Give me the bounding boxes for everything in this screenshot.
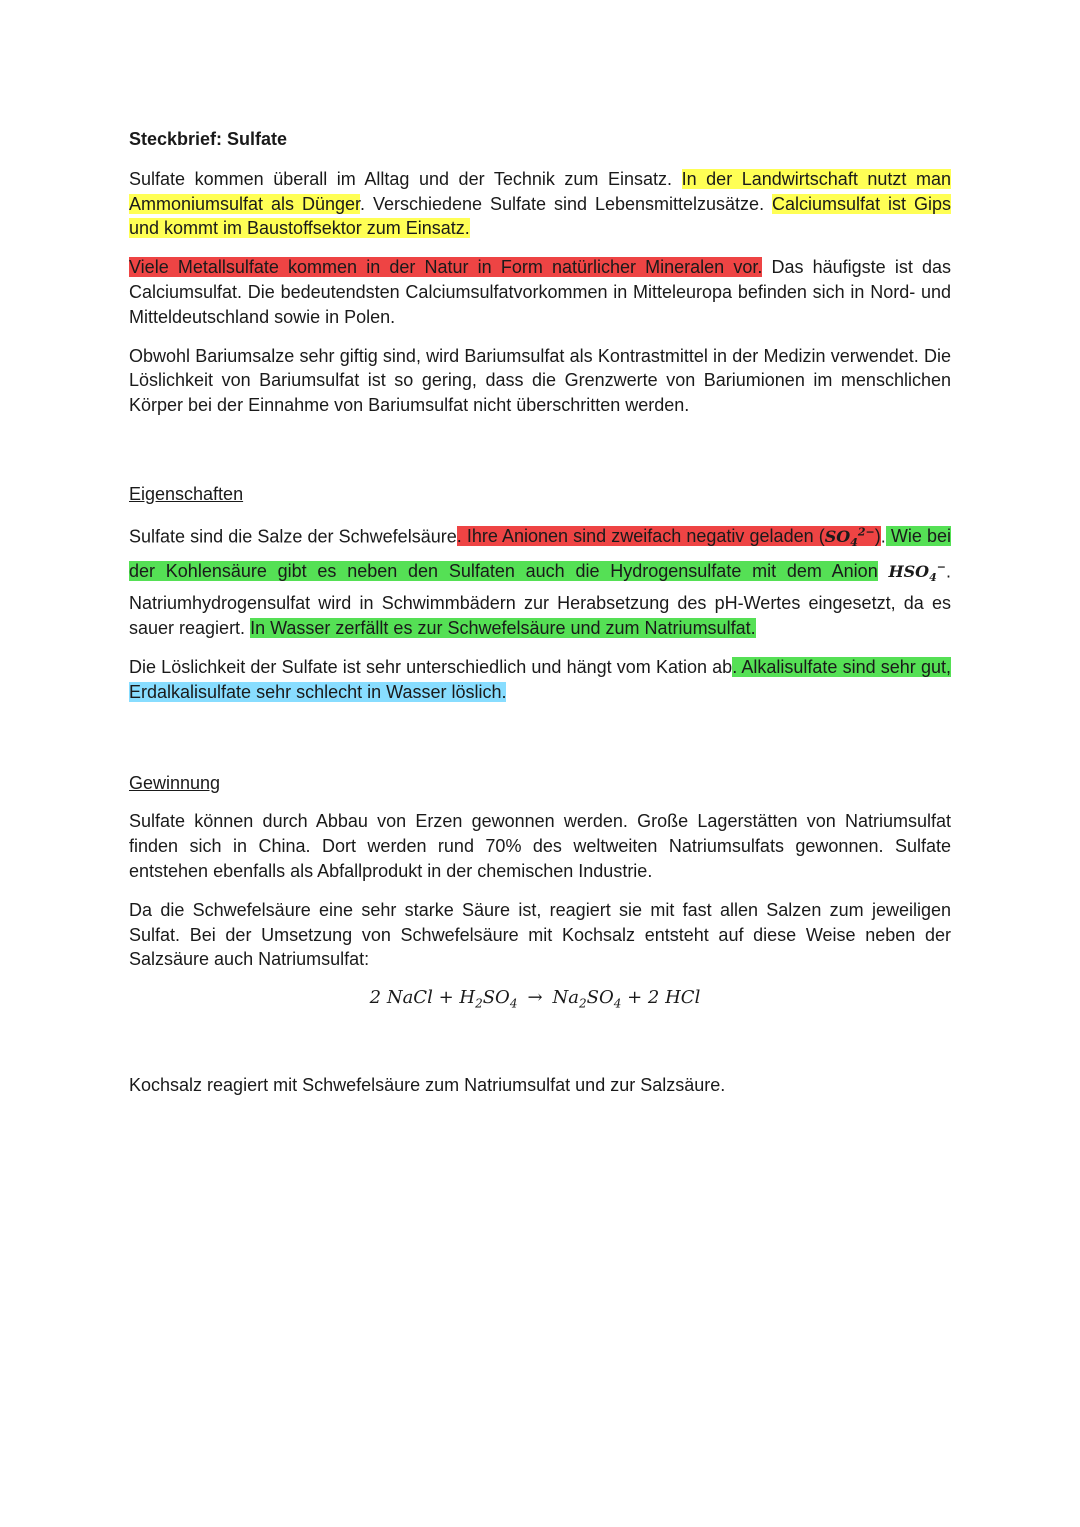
section-spacer	[129, 719, 951, 771]
document-body	[129, 127, 951, 1111]
eq-sub-4: 4	[613, 996, 622, 1011]
heading-eigenschaften: Eigenschaften	[129, 483, 244, 504]
eq-term-5: + 2 HCl	[621, 987, 701, 1009]
sulfate-ion-formula	[824, 525, 875, 550]
highlight-red-metallsulfate: Viele Metallsulfate kommen in der Natur in Form natürlicher Mineralen vor.	[129, 257, 763, 278]
eq-sub-1: 2	[475, 996, 483, 1011]
sulfate-formula-charge: 2−	[857, 525, 875, 539]
sulfate-formula-subscript: 4	[850, 536, 858, 550]
highlight-green-alkalisulfate: . Alkalisulfate sind sehr gut,	[732, 656, 951, 677]
eig-p1-text-d: .	[880, 526, 886, 547]
eig-p1-text-f: . Natriumhydrogensulfat wird in Schwimmbädern zur Herabsetzung des pH-Wertes eingesetzt, da es sauer reagiert.	[129, 561, 951, 639]
reaction-arrow-icon: →	[527, 987, 543, 1009]
intro-p1-text-c: . Verschiedene Sulfate sind Lebensmittelzusätze.	[360, 193, 773, 214]
eigenschaften-paragraph-1	[129, 521, 951, 641]
highlight-green-hydrogensulfate: Wie bei der Kohlensäure gibt es neben den Sulfaten auch die Hydrogensulfate mit dem Anion	[129, 526, 951, 582]
gewinnung-paragraph-1: Sulfate können durch Abbau von Erzen gewonnen werden. Große Lagerstätten von Natriumsulfat finden sich in China. Dort werden rund 70% des weltweiten Natriumsulfats gewonnen. Sulfate entstehen ebenfalls als Abfallprodukt in der chemischen Industrie.	[129, 811, 951, 881]
reaction-equation	[129, 986, 951, 1016]
intro-p2-text-b: Das häufigste ist das Calciumsulfat. Die bedeutendsten Calciumsulfatvorkommen in Mitteleuropa befinden sich in Nord- und Mitteldeutschland sowie in Polen.	[129, 257, 952, 327]
highlight-red-anionen	[456, 525, 881, 550]
gewinnung-paragraph-2: Da die Schwefelsäure eine sehr starke Säure ist, reagiert sie mit fast allen Salzen zum jeweiligen Sulfat. Bei der Umsetzung von Schwefelsäure mit Kochsalz entsteht auf diese Weise neben der Salzsäure auch Natriumsulfat:	[129, 899, 951, 970]
hydrogensulfate-ion-formula	[888, 561, 946, 585]
hso-formula-subscript: 4	[929, 571, 937, 585]
heading-gewinnung: Gewinnung	[129, 772, 221, 793]
eq-term-4: SO	[586, 987, 614, 1009]
sulfate-formula-base: SO	[824, 527, 851, 547]
eig-p1-text-b: . Ihre Anionen sind zweifach negativ geladen (	[456, 526, 825, 547]
hso-formula-charge: −	[936, 561, 946, 575]
intro-paragraph-2	[129, 255, 951, 329]
hso-formula-base: HSO	[888, 562, 930, 582]
page-title: Steckbrief: Sulfate	[129, 129, 288, 149]
intro-paragraph-1	[129, 167, 951, 241]
highlight-yellow-calciumsulfat: Calciumsulfat ist Gips und kommt im Baustoffsektor zum Einsatz.	[129, 193, 951, 239]
intro-paragraph-3: Obwohl Bariumsalze sehr giftig sind, wird Bariumsulfat als Kontrastmittel in der Medizin verwendet. Die Löslichkeit von Bariumsulfat ist so gering, dass die Grenzwerte von Bariumionen im menschlichen Körper bei der Einnahme von Bariumsulfat nicht überschritten werden.	[129, 345, 951, 416]
eq-sub-2: 4	[509, 996, 518, 1011]
eigenschaften-paragraph-2	[129, 655, 951, 705]
eig-p1-text-c: )	[874, 526, 881, 547]
eig-p2-text-a: Die Löslichkeit der Sulfate ist sehr unterschiedlich und hängt vom Kation ab	[129, 656, 733, 677]
eq-term-3: Na	[552, 987, 580, 1009]
eq-term-1: 2 NaCl + H	[369, 987, 476, 1009]
highlight-cyan-erdalkalisulfate: Erdalkalisulfate sehr schlecht in Wasser löslich.	[129, 681, 507, 702]
highlight-green-zerfall: In Wasser zerfällt es zur Schwefelsäure und zum Natriumsulfat.	[250, 618, 756, 639]
eig-p1-text-a: Sulfate sind die Salze der Schwefelsäure	[129, 526, 457, 547]
highlight-yellow-landwirtschaft: In der Landwirtschaft nutzt man Ammoniumsulfat als Dünger	[129, 168, 951, 214]
section-spacer	[129, 432, 951, 482]
eq-term-2: SO	[482, 987, 510, 1009]
conclusion-paragraph: Kochsalz reagiert mit Schwefelsäure zum Natriumsulfat und zur Salzsäure.	[129, 1074, 726, 1095]
intro-p1-text-a: Sulfate kommen überall im Alltag und der Technik zum Einsatz.	[129, 168, 682, 189]
eq-sub-3: 2	[579, 996, 587, 1011]
